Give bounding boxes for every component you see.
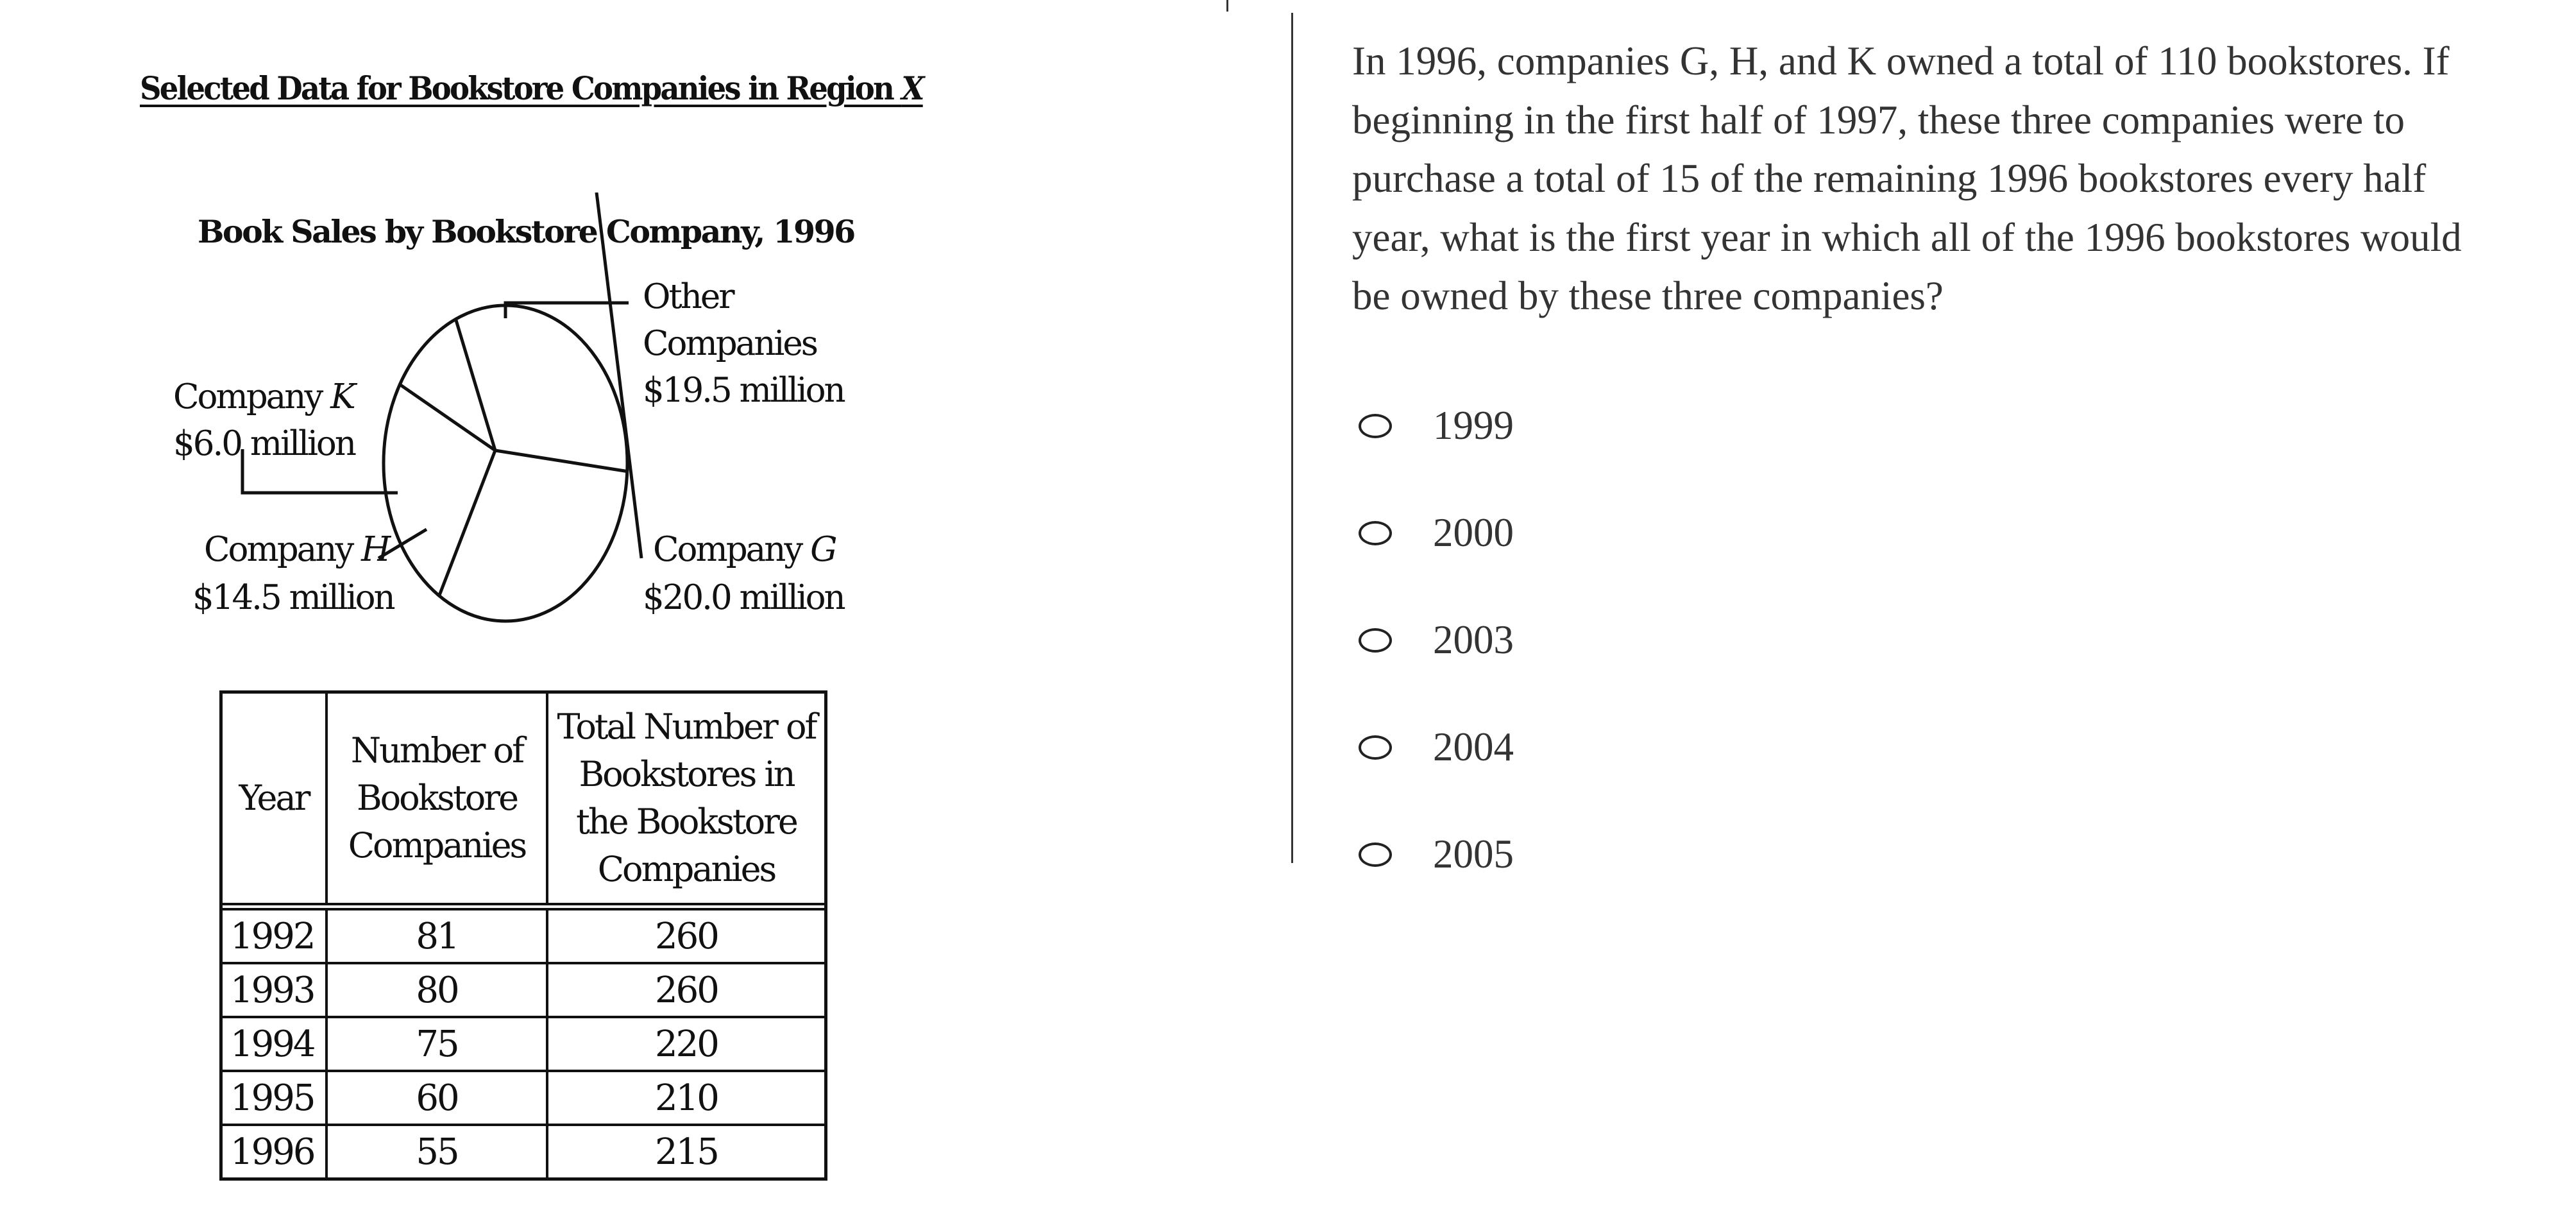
- radio-button-icon[interactable]: [1359, 414, 1392, 438]
- slice-label-h: [192, 530, 398, 617]
- slice-value-h: $14.5 million: [192, 578, 394, 617]
- cell-company-count: 55: [326, 1125, 547, 1177]
- cell-year: 1995: [223, 1071, 326, 1125]
- table-row: [223, 1017, 824, 1071]
- pie-outline: [384, 305, 627, 621]
- cell-company-count: 60: [326, 1071, 547, 1125]
- figure-panel: [0, 0, 1276, 1214]
- radio-button-icon[interactable]: [1359, 842, 1392, 867]
- slice-value-k: $6.0 million: [173, 424, 355, 463]
- cell-year: 1996: [223, 1125, 326, 1177]
- cell-bookstore-total: 215: [547, 1125, 824, 1177]
- pie-slice-boundary: [439, 450, 495, 596]
- radio-button-icon[interactable]: [1359, 628, 1392, 653]
- answer-options: [1359, 372, 1514, 908]
- cell-year: 1994: [223, 1017, 326, 1071]
- slice-label-other: [643, 277, 845, 410]
- answer-option-e[interactable]: [1359, 801, 1514, 908]
- header-company-count: Number of Bookstore Companies: [326, 694, 547, 907]
- cell-bookstore-total: 210: [547, 1071, 824, 1125]
- chart-title: Book Sales by Bookstore Company, 1996: [198, 213, 854, 250]
- slice-label-h-company: Company: [204, 530, 362, 569]
- slice-label-other-line2: Companies: [643, 324, 817, 363]
- answer-option-label: 2000: [1433, 510, 1514, 555]
- answer-option-a[interactable]: [1359, 372, 1514, 479]
- cell-company-count: 80: [326, 963, 547, 1017]
- header-year: Year: [223, 694, 326, 907]
- cell-year: 1993: [223, 963, 326, 1017]
- radio-button-icon[interactable]: [1359, 735, 1392, 760]
- bookstore-table-frame: [219, 690, 827, 1181]
- slice-value-other: $19.5 million: [643, 371, 844, 410]
- answer-option-b[interactable]: [1359, 479, 1514, 586]
- pie-slice-boundary: [456, 319, 496, 450]
- cell-bookstore-total: 260: [547, 963, 824, 1017]
- header-bookstore-total: Total Number of Bookstores in the Bookstore Companies: [557, 706, 816, 889]
- pie-slice-boundaries: [400, 319, 627, 595]
- slice-label-k-company: Company: [173, 377, 331, 416]
- cell-company-count: 81: [326, 907, 547, 963]
- pie-chart: [0, 192, 898, 629]
- divider-tick: [1226, 0, 1228, 12]
- pie-slice-boundary: [400, 384, 495, 450]
- cell-bookstore-total: 260: [655, 915, 718, 957]
- cell-bookstore-total: 220: [547, 1017, 824, 1071]
- slice-label-other-line1: Other: [643, 277, 733, 316]
- answer-option-label: 2005: [1433, 832, 1514, 876]
- answer-option-d[interactable]: [1359, 694, 1514, 801]
- table-row: [223, 963, 824, 1017]
- slice-label-k-letter: K: [330, 377, 354, 416]
- radio-button-icon[interactable]: [1359, 521, 1392, 545]
- table-row: [223, 1071, 824, 1125]
- cell-company-count: 75: [326, 1017, 547, 1071]
- panel-divider: [1291, 13, 1293, 863]
- slice-label-g: [643, 530, 845, 617]
- slice-value-g: $20.0 million: [643, 578, 844, 617]
- slice-label-g-letter: G: [810, 530, 836, 569]
- slice-label-k: [173, 377, 363, 463]
- figure-heading: [140, 69, 923, 107]
- answer-option-c[interactable]: [1359, 586, 1514, 694]
- cell-year: 1992: [223, 907, 326, 963]
- figure-heading-text: Selected Data for Bookstore Companies in Region: [140, 69, 902, 107]
- answer-option-label: 2003: [1433, 617, 1514, 662]
- table-row: [223, 907, 824, 963]
- bookstore-table: [223, 694, 824, 1177]
- answer-option-label: 1999: [1433, 403, 1514, 448]
- table-header-row: [223, 694, 824, 907]
- pie-slice-boundary: [495, 450, 627, 472]
- figure-heading-region: X: [901, 69, 923, 107]
- question-stem: In 1996, companies G, H, and K owned a total of 110 bookstores. If beginning in the first half of 1997, these three companies were to purchase a total of 15 of the remaining 1996 bookstores every half year, what is the first year in which all of the 1996 bookstores would be owned by these three companies?: [1352, 38, 2462, 318]
- table-row: [223, 1125, 824, 1177]
- slice-label-g-company: Company: [653, 530, 811, 569]
- answer-option-label: 2004: [1433, 724, 1514, 769]
- slice-label-h-letter: H: [361, 530, 389, 569]
